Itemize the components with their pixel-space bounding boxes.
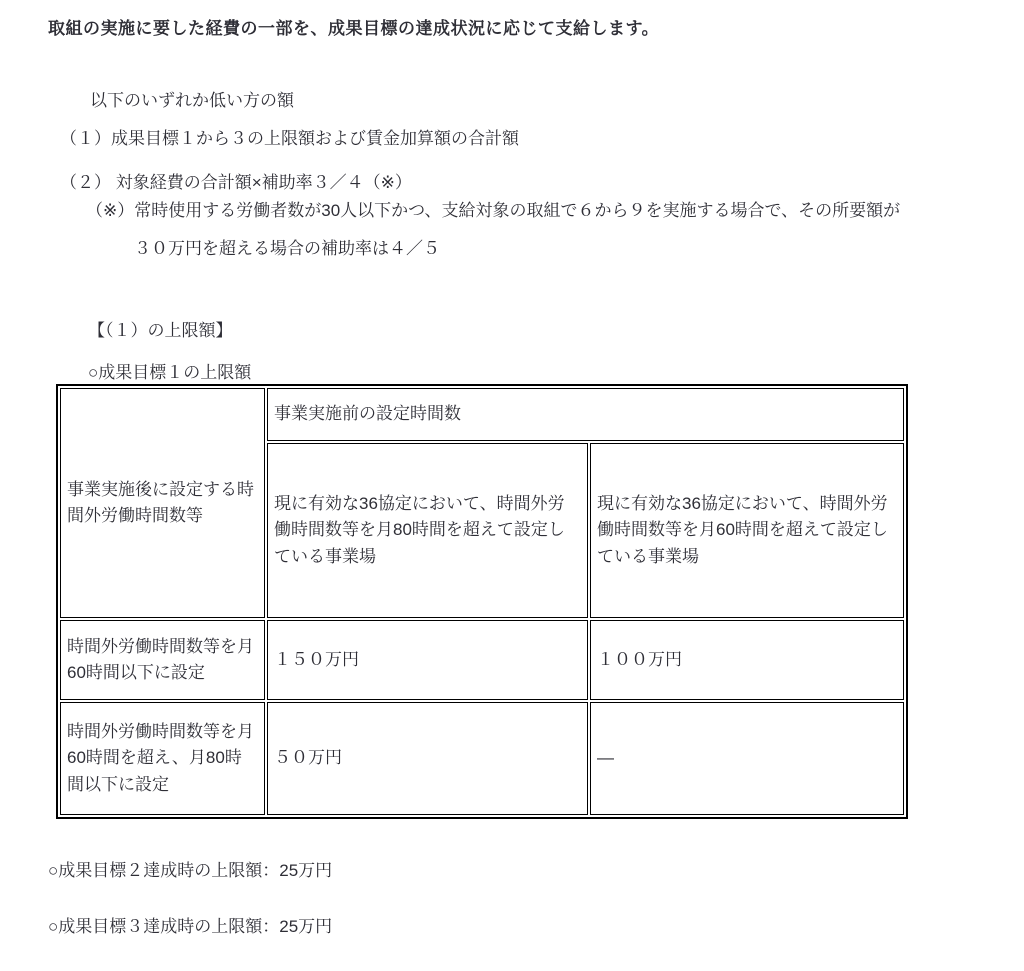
intro-line: 以下のいずれか低い方の額 bbox=[90, 91, 294, 110]
col-group-header-cell: 事業実施前の設定時間数 bbox=[267, 388, 904, 441]
table-row bbox=[60, 388, 904, 441]
table-caption: ○成果目標１の上限額 bbox=[88, 363, 252, 382]
row-header-cell: 事業実施後に設定する時間外労働時間数等 bbox=[60, 388, 265, 618]
note-line-2: ３０万円を超える場合の補助率は４／５ bbox=[134, 239, 440, 258]
goal1-upper-limit-table bbox=[56, 384, 908, 819]
row1-value2-cell: １００万円 bbox=[590, 620, 904, 700]
col2-header-cell: 現に有効な36協定において、時間外労働時間数等を月60時間を超えて設定している事業場 bbox=[590, 443, 904, 618]
section-heading: 【（１）の上限額】 bbox=[88, 321, 233, 340]
row1-label-cell: 時間外労働時間数等を月60時間以下に設定 bbox=[60, 620, 265, 700]
row1-value1-cell: １５０万円 bbox=[267, 620, 588, 700]
col1-header-cell: 現に有効な36協定において、時間外労働時間数等を月80時間を超えて設定している事業場 bbox=[267, 443, 588, 618]
goal2-limit-line: ○成果目標２達成時の上限額：25万円 bbox=[48, 861, 333, 880]
note-line-1: （※）常時使用する労働者数が30人以下かつ、支給対象の取組で６から９を実施する場合で、その所要額が bbox=[86, 201, 901, 220]
item-2-line: （２） 対象経費の合計額×補助率３／４（※） bbox=[60, 173, 412, 192]
goal3-limit-line: ○成果目標３達成時の上限額：25万円 bbox=[48, 917, 333, 936]
table-row bbox=[60, 620, 904, 700]
row2-value1-cell: ５０万円 bbox=[267, 702, 588, 815]
page-title: 取組の実施に要した経費の一部を、成果目標の達成状況に応じて支給します。 bbox=[48, 19, 660, 38]
row2-value2-cell: ― bbox=[590, 702, 904, 815]
item-1-line: （１）成果目標１から３の上限額および賃金加算額の合計額 bbox=[60, 129, 519, 148]
table-row bbox=[60, 702, 904, 815]
row2-label-cell: 時間外労働時間数等を月60時間を超え、月80時間以下に設定 bbox=[60, 702, 265, 815]
